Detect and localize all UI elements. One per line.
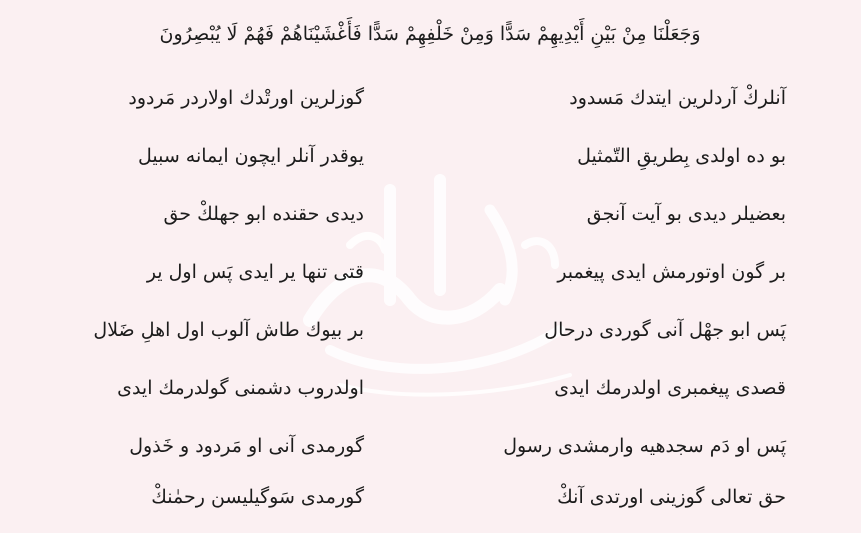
hemistich-second: قتی تنها یر ایدی پَس اول یر: [146, 261, 364, 283]
couplet: [0, 75, 861, 133]
couplet: [0, 365, 861, 423]
hemistich-first: بو ده اولدی بِطریقِ التّمثیل: [577, 145, 786, 167]
hemistich-second: اولدروب دشمنی گولدرمك ایدی: [117, 377, 364, 399]
couplet: [0, 474, 861, 532]
couplet: [0, 423, 861, 481]
hemistich-first: قصدی پیغمبری اولدرمك ایدی: [554, 377, 786, 399]
hemistich-first: بر گون اوتورمش ایدی پیغمبر: [557, 261, 786, 283]
hemistich-second: دیدی حقنده ابو جهلكْ حق: [163, 203, 364, 225]
couplet: [0, 133, 861, 191]
quran-verse-header: وَجَعَلْنَا مِنْ بَيْنِ أَيْدِيهِمْ سَدًّا وَمِنْ خَلْفِهِمْ سَدًّا فَأَغْشَيْنَاهُمْ فَهُمْ لَا يُبْصِرُونَ: [159, 23, 701, 45]
hemistich-second: گوزلرین اورتْدك اولاردر مَردود: [128, 87, 364, 109]
couplet: [0, 307, 861, 365]
couplet: [0, 191, 861, 249]
couplet: [0, 249, 861, 307]
hemistich-first: آنلركْ آردلرین ایتدك مَسدود: [569, 87, 786, 109]
hemistich-second: بر بیوك طاش آلوب اول اهلِ ضَلال: [93, 319, 364, 341]
hemistich-first: حق تعالی گوزینی اورتدی آنكْ: [557, 486, 786, 508]
hemistich-second: گورمدی سَوگیلیسن رحمٰنكْ: [151, 486, 364, 508]
hemistich-first: پَس ابو جهْل آنی گوردی درحال: [544, 319, 786, 341]
hemistich-second: گورمدی آنی او مَردود و خَذول: [129, 435, 364, 457]
hemistich-second: یوقدر آنلر ایچون ایمانه سبیل: [137, 145, 364, 167]
hemistich-first: پَس او دَم سجدهیه وارمشدی رسول: [503, 435, 786, 457]
hemistich-first: بعضیلر دیدی بو آیت آنجق: [586, 203, 786, 225]
